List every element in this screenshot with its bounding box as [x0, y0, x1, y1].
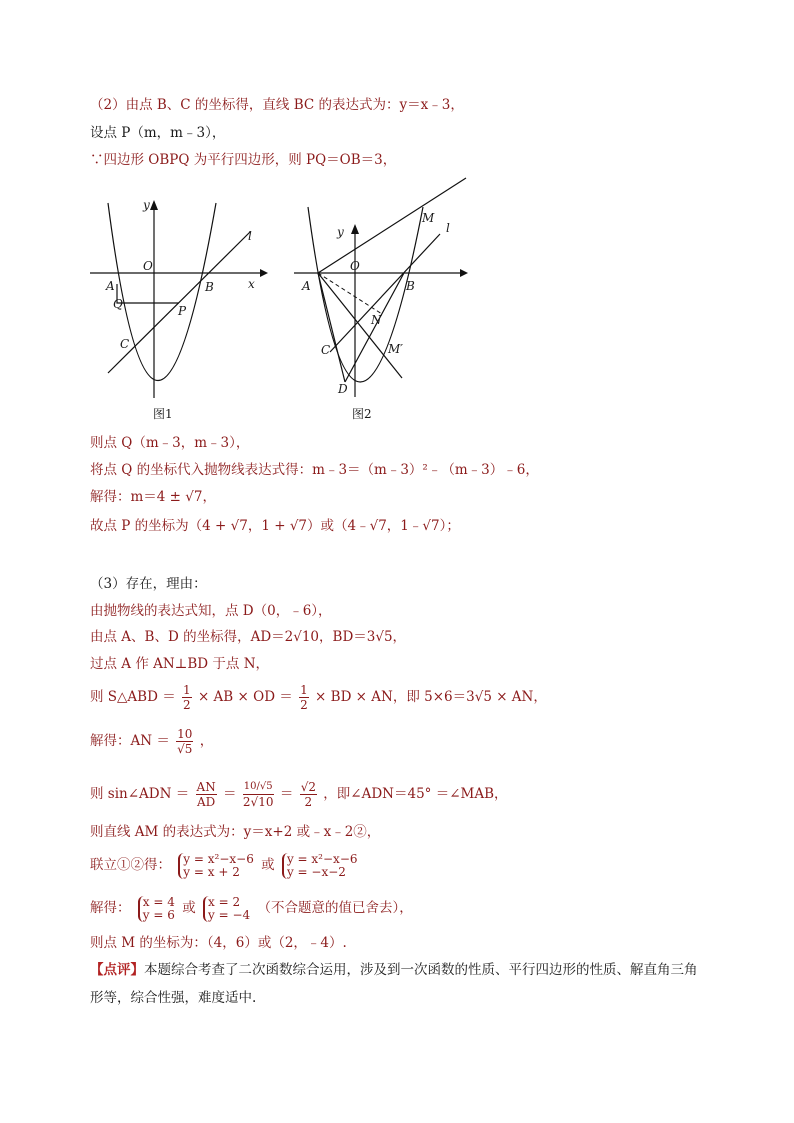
frac-half-1: $\frac{1}{2}$: [183, 683, 191, 712]
fig2-label-C: C: [321, 343, 331, 357]
fig1-y-arrow: [150, 200, 158, 210]
fig2-caption: 图2: [352, 407, 372, 421]
fig1-caption: 图1: [153, 407, 173, 421]
part3-line8: 则直线 AM 的表达式为：y＝x+2 或﹣x﹣2②，: [90, 824, 381, 840]
fig2-label-A: A: [302, 279, 311, 293]
fig1-parallelogram: [117, 284, 179, 303]
fig2-line-BD: [345, 273, 404, 382]
frac-complex: $\frac{10/√5}{2√10}$: [242, 781, 274, 809]
fig1-label-O: O: [143, 259, 153, 273]
fig1-x-arrow: [260, 269, 268, 277]
figure-1: [88, 198, 268, 430]
fig2-label-N: N: [371, 313, 382, 327]
solution-or: 或: [182, 900, 196, 916]
part3-line5: [90, 680, 547, 714]
area-formula-pre: 则 S△ABD ＝: [90, 689, 176, 705]
part2-line7: 故点 P 的坐标为（4 + √7，1 + √7）或（4﹣√7，1﹣√7）；: [90, 518, 460, 534]
fig2-label-B: B: [406, 279, 415, 293]
frac-an: $\frac{10}{√5}$: [177, 727, 193, 756]
part3-line6: [90, 723, 213, 759]
figure-2: [290, 172, 472, 432]
fig1-label-B: B: [205, 280, 214, 294]
fig1-label-x: x: [248, 277, 255, 291]
part3-line1: （3）存在，理由：: [90, 576, 207, 592]
solution-pre: 解得：: [90, 900, 131, 916]
fig2-line-AN: [318, 273, 382, 314]
solution-2: x = 2 y = −4: [203, 896, 250, 922]
an-solve-pre: 解得：AN ＝: [90, 733, 170, 749]
fig2-label-l: l: [446, 221, 450, 235]
part3-line7: 则 sin∠ADN ＝ $\frac{AN}{AD}$ ＝ $\frac{10/√5}{2√10}$ ＝ $\frac{√2}{2}$ ，即∠ADN＝45° ＝∠MAB，: [90, 780, 508, 809]
fig1-label-C: C: [120, 337, 130, 351]
system-pre: 联立①②得：: [90, 857, 171, 873]
part3-line10: [90, 891, 413, 925]
part3-line2: 由抛物线的表达式知，点 D（0，﹣6），: [90, 603, 332, 619]
part2-line1: （2）由点 B、C 的坐标得，直线 BC 的表达式为：y＝x﹣3，: [90, 97, 464, 113]
fig2-label-D: D: [338, 382, 348, 396]
comment-tag: 【点评】: [90, 962, 144, 978]
part2-line2: 设点 P（m，m﹣3），: [90, 125, 226, 141]
fig2-line-l: [330, 234, 440, 352]
sin-eq: ＝: [223, 786, 237, 802]
system-or: 或: [261, 857, 275, 873]
comment-line1: [90, 960, 698, 980]
fig1-label-A: A: [106, 279, 115, 293]
part3-line3: 由点 A、B、D 的坐标得，AD＝2√10，BD＝3√5，: [90, 629, 407, 645]
part3-line4: 过点 A 作 AN⊥BD 于点 N，: [90, 656, 270, 672]
fig2-x-arrow: [460, 269, 468, 277]
fig1-label-l: l: [248, 229, 252, 243]
part2-line3: ∵四边形 OBPQ 为平行四边形，则 PQ＝OB＝3，: [90, 152, 397, 168]
system-1: y = x²−x−6 y = x + 2: [178, 853, 254, 879]
area-formula-mid: × AB × OD ＝: [197, 689, 293, 705]
sin-post: ，即∠ADN＝45° ＝∠MAB，: [323, 786, 508, 802]
comment-line2: 形等，综合性强，难度适中.: [90, 990, 257, 1006]
solution-1: x = 4 y = 6: [138, 896, 175, 922]
fig2-label-M: M: [422, 211, 435, 225]
part2-line5: 将点 Q 的坐标代入抛物线表达式得：m﹣3＝（m﹣3）²﹣（m﹣3）﹣6，: [90, 462, 539, 478]
fig2-label-O: O: [350, 259, 360, 273]
fig2-label-y: y: [337, 225, 344, 239]
part2-line4: 则点 Q（m﹣3，m﹣3），: [90, 435, 250, 451]
fig1-label-y: y: [143, 198, 150, 212]
solution-post: （不合题意的值已舍去），: [257, 900, 413, 916]
part2-line6: 解得：m＝4 ± √7，: [90, 489, 216, 505]
fig2-label-Mp: M′: [388, 342, 404, 356]
frac-sqrt2-2: $\frac{√2}{2}$: [300, 780, 316, 809]
part3-line11: 则点 M 的坐标为：（4，6）或（2，﹣4）.: [90, 935, 347, 951]
sin-pre: 则 sin∠ADN ＝: [90, 786, 190, 802]
fig1-parabola: [108, 203, 216, 381]
fig1-label-P: P: [178, 304, 187, 318]
fig1-label-Q: Q: [113, 297, 123, 311]
frac-half-2: $\frac{1}{2}$: [300, 683, 308, 712]
system-2: y = x²−x−6 y = −x−2: [282, 853, 358, 879]
an-solve-post: ，: [199, 733, 214, 749]
fig2-y-arrow: [351, 224, 359, 234]
part3-line9: [90, 848, 361, 882]
frac-an-ad: $\frac{AN}{AD}$: [196, 780, 216, 809]
area-formula-post: × BD × AN，即 5×6＝3√5 × AN，: [315, 689, 547, 705]
comment-body-1: 本题综合考查了二次函数综合运用，涉及到一次函数的性质、平行四边形的性质、解直角三角: [144, 962, 698, 978]
